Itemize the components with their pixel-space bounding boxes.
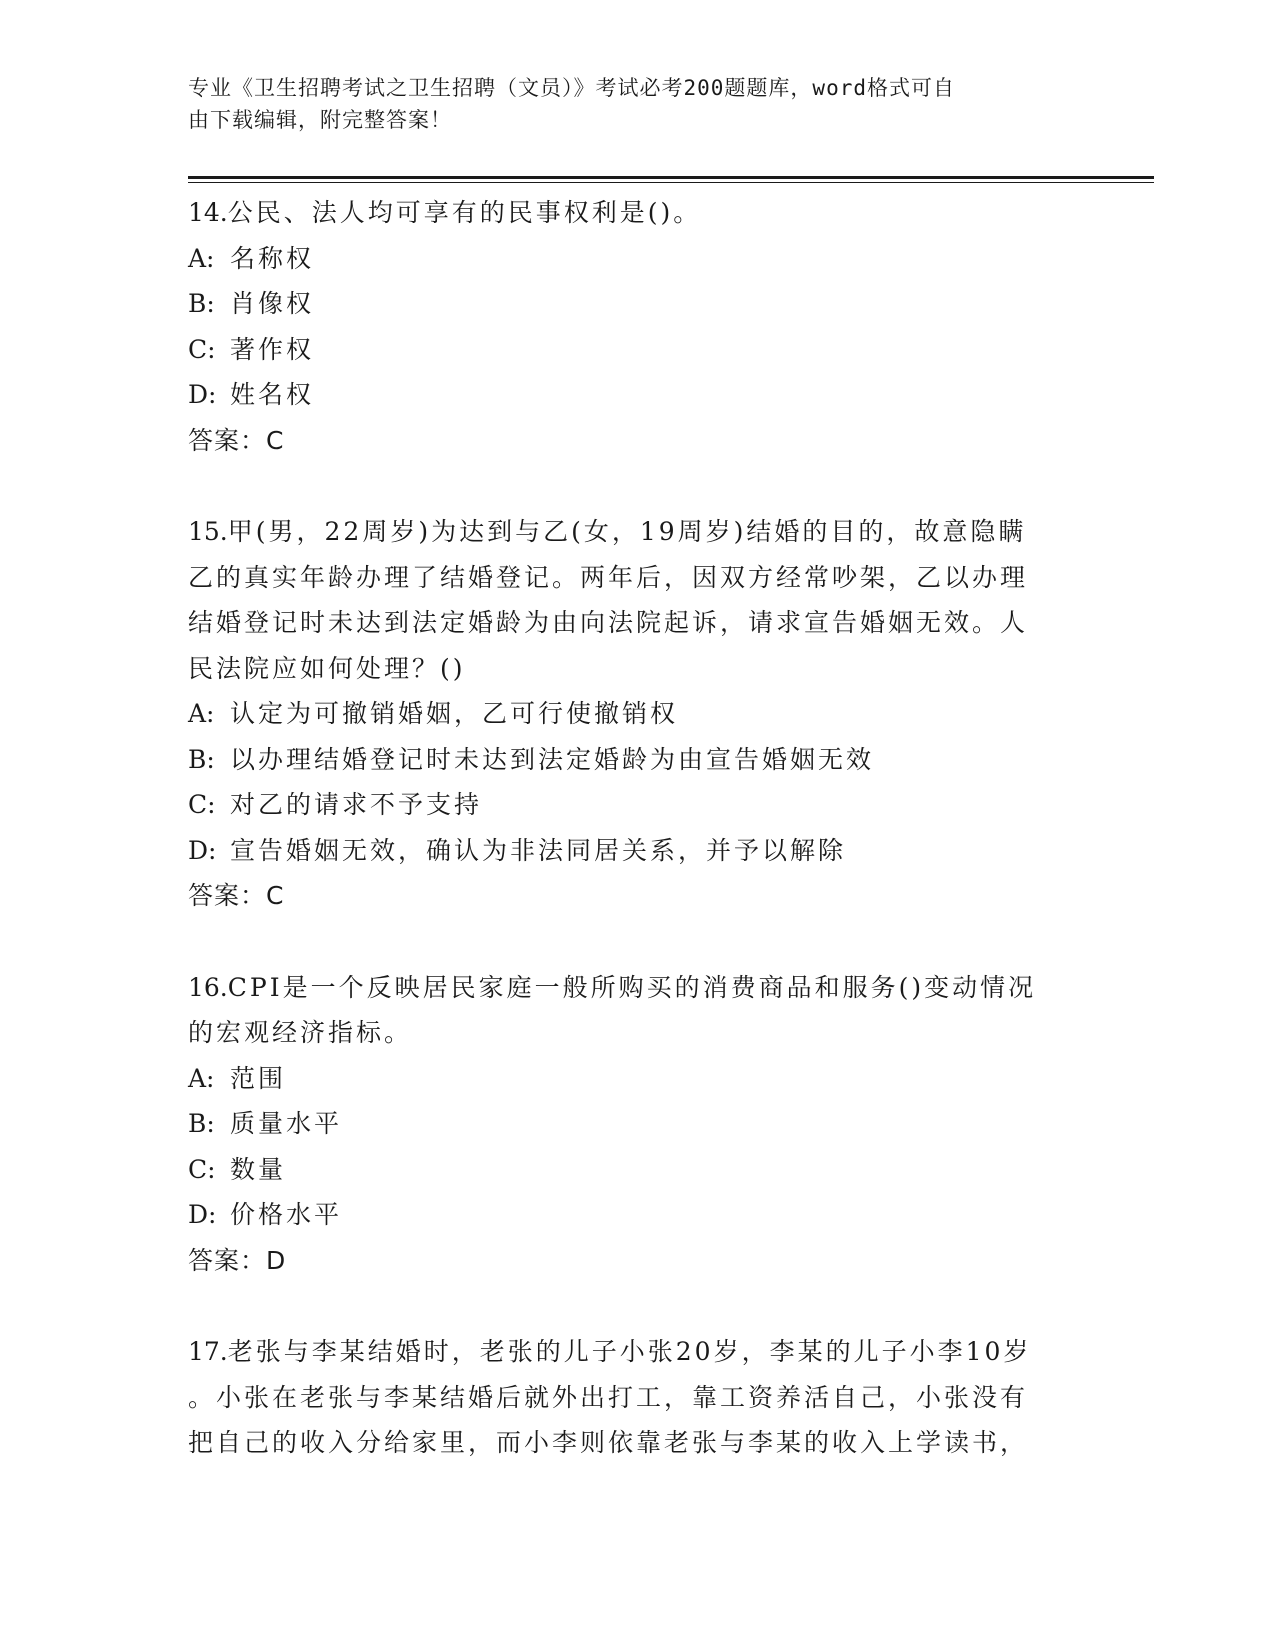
- question-text-line: 把自己的收入分给家里，而小李则依靠老张与李某的收入上学读书，: [188, 1428, 1029, 1457]
- option-key: D:: [188, 380, 217, 409]
- question-text-line: 甲(男，22周岁)为达到与乙(女，19周岁)结婚的目的，故意隐瞒: [227, 517, 1027, 546]
- option-text: 范围: [230, 1063, 287, 1093]
- option-key: A:: [188, 1063, 215, 1093]
- question-stem: [188, 965, 1068, 1011]
- option-text: 姓名权: [230, 380, 315, 409]
- question-number: 17.: [188, 1337, 228, 1366]
- question-text: 公民、法人均可享有的民事权利是()。: [227, 198, 702, 227]
- option-b: [188, 737, 1068, 783]
- option-c: [188, 327, 1068, 373]
- question-stem: [188, 190, 1068, 236]
- option-b: [188, 281, 1068, 327]
- question-16: [188, 965, 1068, 1284]
- option-text: 宣告婚姻无效，确认为非法同居关系，并予以解除: [230, 835, 847, 865]
- header-line-2: 由下载编辑，附完整答案！: [188, 108, 452, 132]
- option-key: A:: [188, 243, 215, 273]
- question-text-line: 的宏观经济指标。: [188, 1018, 413, 1047]
- question-text-line: 。小张在老张与李某结婚后就外出打工，靠工资养活自己，小张没有: [188, 1382, 1029, 1412]
- question-stem: [188, 1329, 1068, 1375]
- option-key: C:: [188, 790, 216, 819]
- header-divider-thick: [188, 176, 1154, 179]
- option-a: [188, 1056, 1068, 1102]
- option-key: B:: [188, 289, 215, 318]
- option-d: [188, 372, 1068, 418]
- option-text: 数量: [230, 1154, 287, 1184]
- question-number: 14.: [188, 198, 228, 227]
- option-text: 价格水平: [230, 1200, 343, 1229]
- option-key: B:: [188, 1109, 215, 1138]
- answer-line: 答案：D: [188, 1245, 287, 1275]
- option-key: A:: [188, 699, 215, 728]
- question-14: [188, 190, 1068, 463]
- question-text-line: 老张与李某结婚时，老张的儿子小张20岁，李某的儿子小李10岁: [227, 1337, 1032, 1366]
- question-15: [188, 509, 1068, 919]
- question-number: 16.: [188, 972, 228, 1002]
- header-line-1: 专业《卫生招聘考试之卫生招聘（文员）》考试必考200题题库，word格式可自: [188, 76, 955, 100]
- option-text: 肖像权: [230, 289, 315, 318]
- option-c: [188, 1147, 1068, 1193]
- option-b: [188, 1101, 1068, 1147]
- question-stem: [188, 509, 1068, 555]
- question-text-line: 结婚登记时未达到法定婚龄为由向法院起诉，请求宣告婚姻无效。人: [188, 608, 1029, 637]
- option-text: 对乙的请求不予支持: [230, 790, 483, 819]
- option-key: C:: [188, 1154, 216, 1184]
- option-c: [188, 782, 1068, 828]
- option-a: [188, 236, 1068, 282]
- header-divider-thin: [188, 182, 1154, 183]
- option-key: D:: [188, 835, 217, 865]
- option-key: C:: [188, 334, 216, 364]
- option-key: D:: [188, 1200, 217, 1229]
- answer-line: 答案：C: [188, 425, 285, 455]
- option-key: B:: [188, 744, 215, 774]
- answer-line: 答案：C: [188, 881, 285, 910]
- question-17: [188, 1329, 1068, 1466]
- option-text: 认定为可撤销婚姻，乙可行使撤销权: [230, 699, 679, 728]
- option-d: [188, 828, 1068, 874]
- question-number: 15.: [188, 517, 228, 546]
- option-text: 著作权: [230, 334, 315, 364]
- option-text: 名称权: [230, 243, 315, 273]
- question-text-line: 民法院应如何处理？(): [188, 653, 466, 683]
- option-text: 以办理结婚登记时未达到法定婚龄为由宣告婚姻无效: [230, 744, 875, 774]
- document-header: [188, 72, 1068, 136]
- option-d: [188, 1192, 1068, 1238]
- option-text: 质量水平: [230, 1109, 343, 1138]
- question-text-line: CPI是一个反映居民家庭一般所购买的消费商品和服务()变动情况: [227, 972, 1037, 1002]
- question-text-line: 乙的真实年龄办理了结婚登记。两年后，因双方经常吵架，乙以办理: [188, 562, 1029, 592]
- option-a: [188, 691, 1068, 737]
- question-list: [188, 190, 1068, 1466]
